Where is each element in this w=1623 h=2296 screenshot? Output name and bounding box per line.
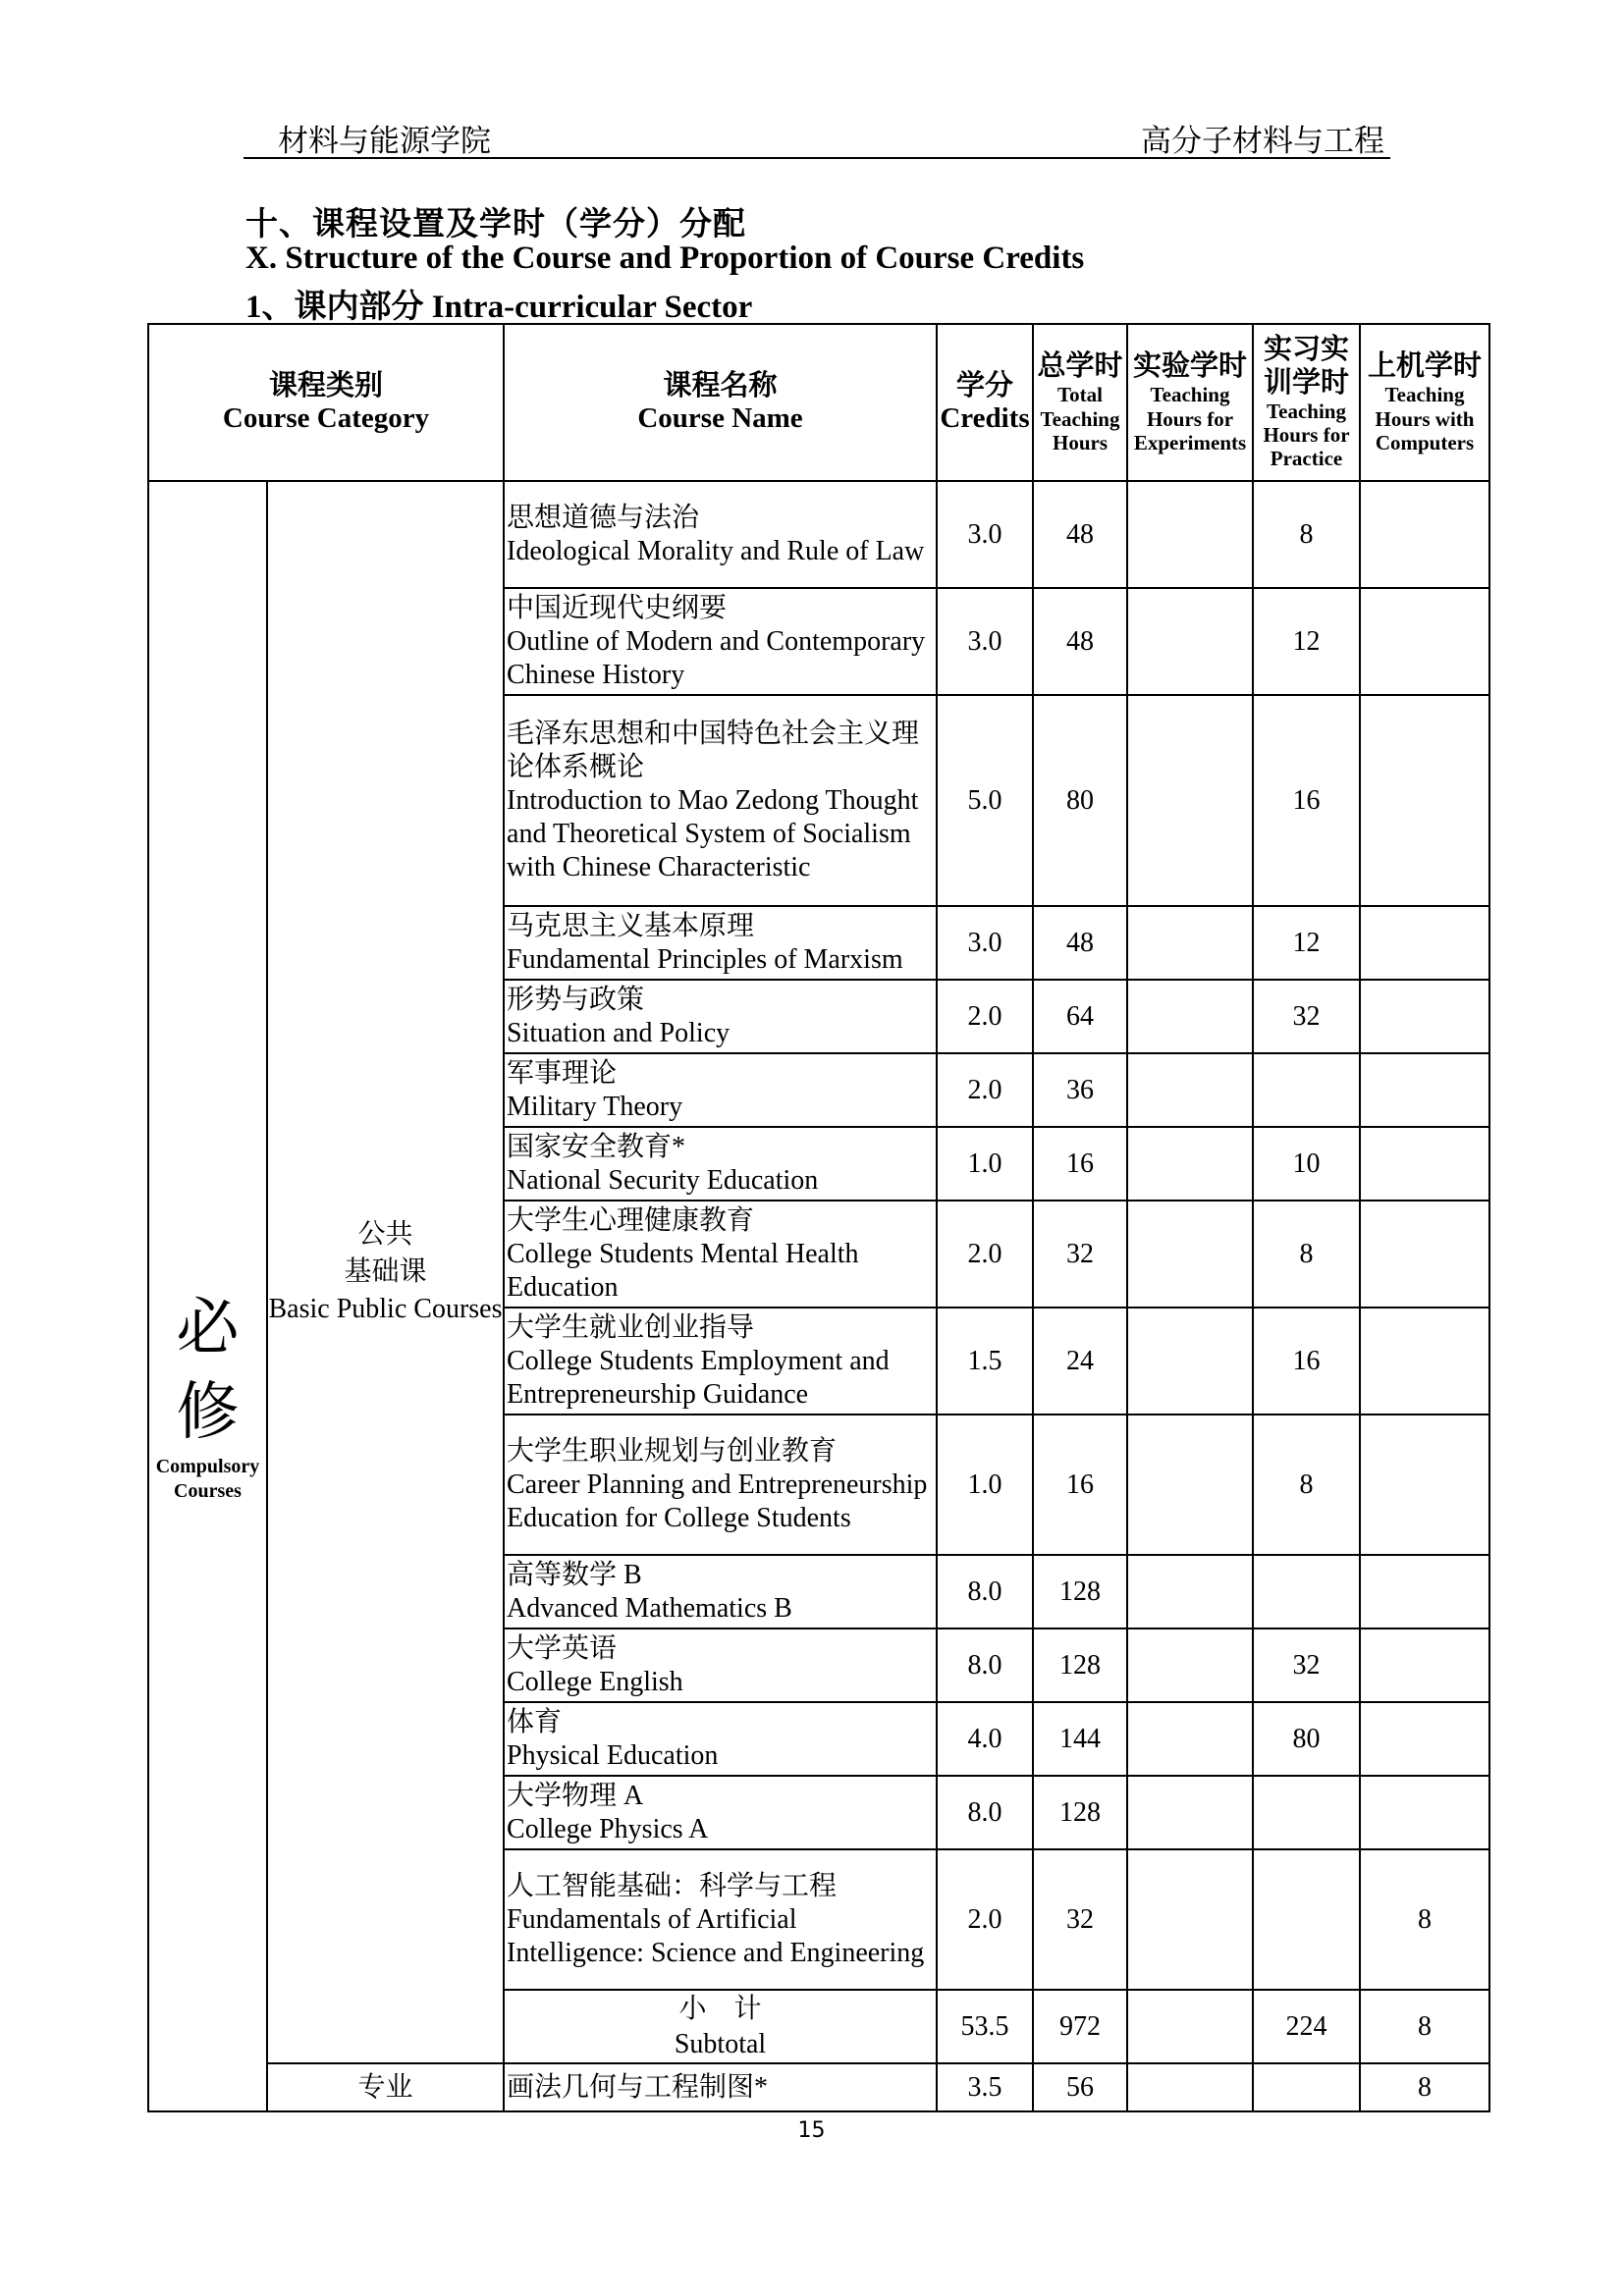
subtotal-total-hours: 972 [1033, 1990, 1127, 2063]
experiment-hours-cell [1127, 588, 1253, 695]
computer-hours-cell: 8 [1360, 1849, 1489, 1990]
total-hours-cell: 128 [1033, 1776, 1127, 1849]
practice-hours-cell: 16 [1253, 1308, 1360, 1415]
computer-hours-cell: 8 [1360, 2063, 1489, 2111]
practice-hours-cell [1253, 2063, 1360, 2111]
computer-hours-cell [1360, 1555, 1489, 1629]
section-title-en: X. Structure of the Course and Proportion of Course Credits [245, 240, 1085, 276]
course-name: 国家安全教育* National Security Education [504, 1127, 937, 1201]
computer-hours-cell [1360, 588, 1489, 695]
experiment-hours-cell [1127, 1555, 1253, 1629]
subtotal-label: 小 计 Subtotal [504, 1990, 937, 2063]
page-number: 15 [797, 2118, 826, 2143]
credits-cell: 1.5 [937, 1308, 1033, 1415]
computer-hours-cell [1360, 1053, 1489, 1127]
experiment-hours-cell [1127, 1201, 1253, 1308]
experiment-hours-cell [1127, 1702, 1253, 1776]
course-name: 马克思主义基本原理 Fundamental Principles of Marxism [504, 906, 937, 980]
credits-cell: 1.0 [937, 1127, 1033, 1201]
practice-hours-cell [1253, 1555, 1360, 1629]
credits-cell: 8.0 [937, 1776, 1033, 1849]
experiment-hours-cell [1127, 2063, 1253, 2111]
computer-hours-cell [1360, 980, 1489, 1053]
col-header-experiment-hours: 实验学时 Teaching Hours for Experiments [1127, 324, 1253, 481]
experiment-hours-cell [1127, 1127, 1253, 1201]
credits-cell: 4.0 [937, 1702, 1033, 1776]
experiment-hours-cell [1127, 1415, 1253, 1555]
col-header-computer-hours: 上机学时 Teaching Hours with Computers [1360, 324, 1489, 481]
col-header-name: 课程名称 Course Name [504, 324, 937, 481]
credits-cell: 1.0 [937, 1415, 1033, 1555]
course-name: 大学物理 A College Physics A [504, 1776, 937, 1849]
total-hours-cell: 16 [1033, 1127, 1127, 1201]
subtotal-computer-hours: 8 [1360, 1990, 1489, 2063]
practice-hours-cell: 16 [1253, 695, 1360, 906]
course-name: 大学英语 College English [504, 1629, 937, 1702]
table-row [148, 2063, 1489, 2111]
course-name: 大学生职业规划与创业教育 Career Planning and Entrepreneurship Education for College Students [504, 1415, 937, 1555]
practice-hours-cell: 12 [1253, 906, 1360, 980]
total-hours-cell: 64 [1033, 980, 1127, 1053]
total-hours-cell: 48 [1033, 588, 1127, 695]
course-name: 人工智能基础：科学与工程 Fundamentals of Artificial Intelligence: Science and Engineering [504, 1849, 937, 1990]
course-name: 中国近现代史纲要 Outline of Modern and Contemporary Chinese History [504, 588, 937, 695]
course-name: 军事理论 Military Theory [504, 1053, 937, 1127]
section-title-zh: 十、课程设置及学时（学分）分配 [245, 207, 746, 242]
total-hours-cell: 144 [1033, 1702, 1127, 1776]
total-hours-cell: 48 [1033, 906, 1127, 980]
table-row [148, 481, 1489, 588]
col-header-total-hours: 总学时 Total Teaching Hours [1033, 324, 1127, 481]
computer-hours-cell [1360, 695, 1489, 906]
computer-hours-cell [1360, 1776, 1489, 1849]
practice-hours-cell [1253, 1776, 1360, 1849]
computer-hours-cell [1360, 906, 1489, 980]
computer-hours-cell [1360, 1629, 1489, 1702]
experiment-hours-cell [1127, 1849, 1253, 1990]
credits-cell: 3.0 [937, 906, 1033, 980]
practice-hours-cell: 32 [1253, 980, 1360, 1053]
practice-hours-cell: 8 [1253, 1415, 1360, 1555]
practice-hours-cell: 8 [1253, 481, 1360, 588]
subtotal-practice-hours: 224 [1253, 1990, 1360, 2063]
category-compulsory: 必 修 Compulsory Courses [148, 481, 267, 2111]
computer-hours-cell [1360, 481, 1489, 588]
subsection-title: 1、课内部分 Intra-curricular Sector [245, 290, 753, 325]
total-hours-cell: 32 [1033, 1201, 1127, 1308]
header-college: 材料与能源学院 [278, 124, 491, 158]
header-row [148, 324, 1489, 481]
experiment-hours-cell [1127, 906, 1253, 980]
course-name: 毛泽东思想和中国特色社会主义理论体系概论 Introduction to Mao Zedong Thought and Theoretical System of Socialism with Chinese Characteristic [504, 695, 937, 906]
course-name: 体育 Physical Education [504, 1702, 937, 1776]
subtotal-experiment-hours [1127, 1990, 1253, 2063]
experiment-hours-cell [1127, 1629, 1253, 1702]
credits-cell: 2.0 [937, 1201, 1033, 1308]
computer-hours-cell [1360, 1415, 1489, 1555]
credits-cell: 2.0 [937, 980, 1033, 1053]
computer-hours-cell [1360, 1201, 1489, 1308]
col-header-credits: 学分 Credits [937, 324, 1033, 481]
course-name: 画法几何与工程制图* [504, 2063, 937, 2111]
experiment-hours-cell [1127, 1776, 1253, 1849]
credits-cell: 8.0 [937, 1629, 1033, 1702]
experiment-hours-cell [1127, 481, 1253, 588]
experiment-hours-cell [1127, 1053, 1253, 1127]
col-header-practice-hours: 实习实训学时 Teaching Hours for Practice [1253, 324, 1360, 481]
credits-cell: 3.5 [937, 2063, 1033, 2111]
header-major: 高分子材料与工程 [1141, 124, 1384, 158]
course-name: 高等数学 B Advanced Mathematics B [504, 1555, 937, 1629]
col-header-category: 课程类别 Course Category [148, 324, 504, 481]
practice-hours-cell [1253, 1053, 1360, 1127]
credits-cell: 2.0 [937, 1849, 1033, 1990]
total-hours-cell: 48 [1033, 481, 1127, 588]
computer-hours-cell [1360, 1308, 1489, 1415]
total-hours-cell: 16 [1033, 1415, 1127, 1555]
credits-cell: 8.0 [937, 1555, 1033, 1629]
course-table [147, 323, 1490, 2112]
total-hours-cell: 24 [1033, 1308, 1127, 1415]
credits-cell: 3.0 [937, 481, 1033, 588]
credits-cell: 3.0 [937, 588, 1033, 695]
category-specialty: 专业 [267, 2063, 504, 2111]
practice-hours-cell: 80 [1253, 1702, 1360, 1776]
course-name: 思想道德与法治 Ideological Morality and Rule of Law [504, 481, 937, 588]
header-rule [243, 157, 1390, 159]
total-hours-cell: 56 [1033, 2063, 1127, 2111]
total-hours-cell: 80 [1033, 695, 1127, 906]
course-name: 大学生就业创业指导 College Students Employment and Entrepreneurship Guidance [504, 1308, 937, 1415]
practice-hours-cell: 32 [1253, 1629, 1360, 1702]
total-hours-cell: 32 [1033, 1849, 1127, 1990]
experiment-hours-cell [1127, 695, 1253, 906]
credits-cell: 2.0 [937, 1053, 1033, 1127]
subtotal-credits: 53.5 [937, 1990, 1033, 2063]
practice-hours-cell [1253, 1849, 1360, 1990]
computer-hours-cell [1360, 1127, 1489, 1201]
computer-hours-cell [1360, 1702, 1489, 1776]
total-hours-cell: 128 [1033, 1555, 1127, 1629]
experiment-hours-cell [1127, 980, 1253, 1053]
practice-hours-cell: 8 [1253, 1201, 1360, 1308]
practice-hours-cell: 10 [1253, 1127, 1360, 1201]
credits-cell: 5.0 [937, 695, 1033, 906]
category-basic-public: 公共 基础课 Basic Public Courses [267, 481, 504, 2063]
total-hours-cell: 36 [1033, 1053, 1127, 1127]
course-name: 大学生心理健康教育 College Students Mental Health Education [504, 1201, 937, 1308]
practice-hours-cell: 12 [1253, 588, 1360, 695]
experiment-hours-cell [1127, 1308, 1253, 1415]
course-name: 形势与政策 Situation and Policy [504, 980, 937, 1053]
total-hours-cell: 128 [1033, 1629, 1127, 1702]
